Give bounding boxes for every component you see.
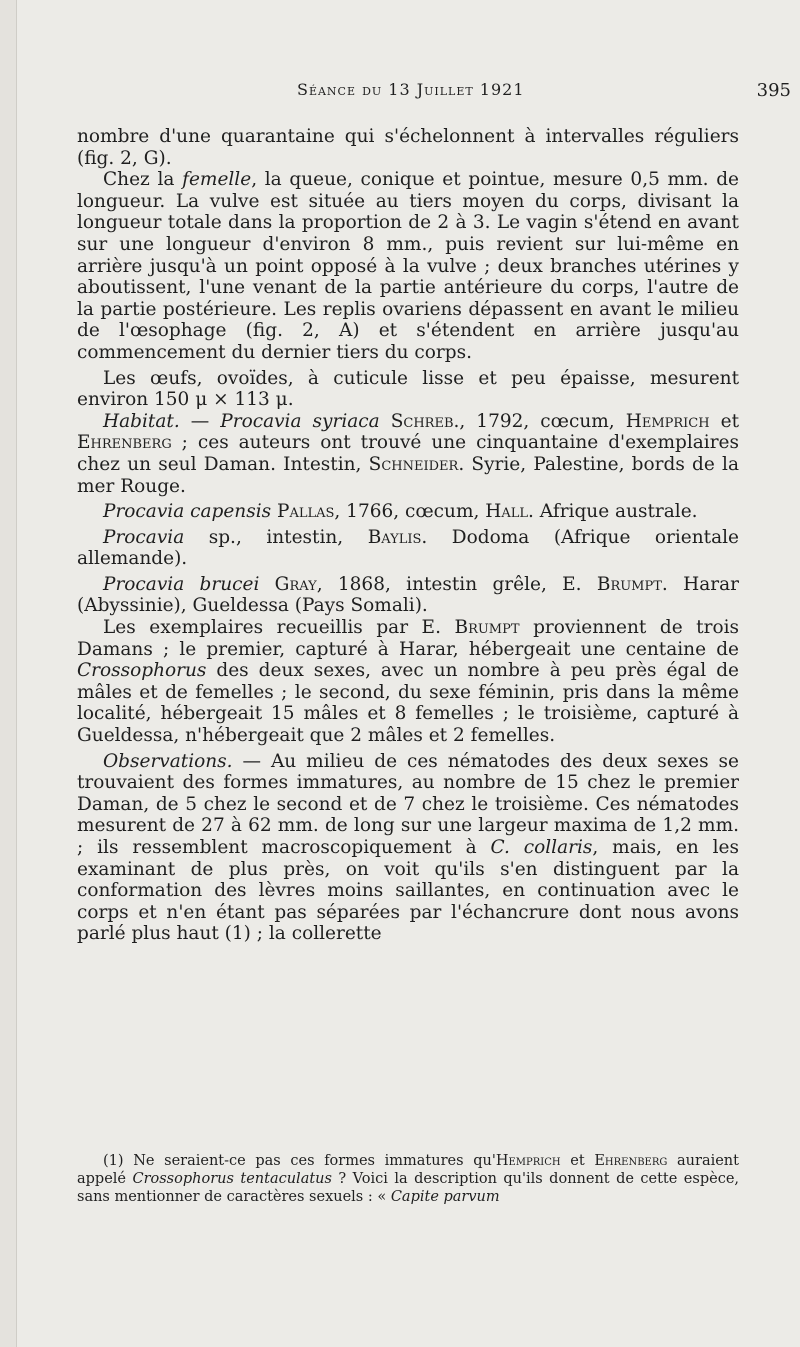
author-name: Brumpt — [454, 617, 520, 639]
paragraph-capensis: Procavia capensis Pallas, 1766, cœcum, Hall. Afrique australe. — [103, 501, 698, 523]
paragraph-procavia-sp: Procavia sp., intestin, Baylis. Dodoma (Afrique orientale allemande). — [77, 526, 739, 570]
author-name: Hemprich — [625, 410, 710, 432]
species-name: Procavia syriaca — [220, 410, 380, 432]
species-name: Procavia brucei — [103, 573, 260, 595]
running-head: Séance du 13 Juillet 1921 — [297, 80, 525, 99]
species-name: C. collaris — [490, 837, 593, 858]
body-text — [77, 126, 739, 945]
footnotes — [77, 1152, 739, 1206]
author-name: Pallas — [277, 501, 335, 523]
observations-label: Observations. — [103, 750, 233, 772]
footnote-1: (1) Ne seraient-ce pas ces formes immatures qu'Hemprich et Ehrenberg auraient appelé Crossophorus tentaculatus ? Voici la description qu'ils donnent de cette espèce, sans mentionner de caractères sexuels : « Capite parvum — [77, 1153, 740, 1205]
paragraph-brucei: Procavia brucei Gray, 1868, intestin grêle, E. Brumpt. Harar (Abyssinie), Gueldessa (Pays Somali). — [77, 573, 739, 617]
species-name: Procavia — [103, 526, 185, 548]
author-name: Schneider — [368, 453, 459, 475]
author-name: Hemprich — [495, 1153, 561, 1169]
paragraph-continuation: nombre d'une quarantaine qui s'échelonnent à intervalles réguliers (fig. 2, G). — [77, 126, 739, 169]
author-name: Brumpt — [596, 573, 662, 595]
latin-quote: Capite parvum — [390, 1189, 500, 1205]
author-name: Hall — [485, 501, 529, 523]
species-name: Procavia capensis — [103, 501, 272, 523]
paragraph-habitat: Habitat. — Procavia syriaca Schreb., 1792, cœcum, Hemprich et Ehrenberg ; ces auteurs ont trouvé une cinquantaine d'exemplaires chez un seul Daman. Intestin, Schneider. Syrie, Palestine, bords de la mer Rouge. — [77, 410, 740, 497]
paragraph-female: Chez la femelle, la queue, conique et pointue, mesure 0,5 mm. de longueur. La vulve est située au tiers moyen du corps, divisant la longueur totale dans la proportion de 2 à 3. Le vagin s'étend en avant sur une longueur d'environ 8 mm., puis revient sur lui-même en arrière jusqu'à un point opposé à la vulve ; deux branches utérines y aboutissent, l'une venant de la partie antérieure du corps, l'autre de la partie postérieure. Les replis ovariens dépassent en avant le milieu de l'œsophage (fig. 2, A) et s'étendent en arrière jusqu'au commencement du dernier tiers du corps. — [77, 169, 739, 363]
genus-name: Crossophorus — [77, 660, 207, 682]
paragraph-eggs: Les œufs, ovoïdes, à cuticule lisse et peu épaisse, mesurent environ 150 μ × 113 μ. — [77, 367, 739, 411]
paragraph-exemplaires: Les exemplaires recueillis par E. Brumpt proviennent de trois Damans ; le premier, capturé à Harar, hébergeait une centaine de Crossophorus des deux sexes, avec un nombre à peu près égal de mâles et de femelles ; le second, du sexe féminin, pris dans la même localité, hébergeait 15 mâles et 8 femelles ; le troisième, capturé à Gueldessa, n'hébergeait que 2 mâles et 2 femelles. — [77, 617, 739, 747]
habitat-label: Habitat. — [103, 410, 180, 432]
paragraph-observations: Observations. — Au milieu de ces nématodes des deux sexes se trouvaient des formes immatures, au nombre de 15 chez le premier Daman, de 5 chez le second et de 7 chez le troisième. Ces nématodes mesurent de 27 à 62 mm. de long sur une largeur maxima de 1,2 mm. ; ils ressemblent macroscopiquement à C. collaris, mais, en les examinant de plus près, on voit qu'ils s'en distinguent par la conformation des lèvres moins saillantes, en continuation avec le corps et n'en étant pas séparées par l'échancrure dont nous avons parlé plus haut (1) ; la collerette — [77, 750, 739, 945]
species-name: Crossophorus tentaculatus — [132, 1171, 332, 1187]
author-name: Baylis — [367, 526, 422, 548]
author-name: Gray — [274, 573, 317, 595]
author-name: Ehrenberg — [77, 432, 172, 454]
page-header — [17, 80, 800, 110]
author-name: Schreb. — [390, 410, 460, 432]
page-number: 395 — [756, 80, 791, 101]
book-page — [16, 0, 800, 1347]
author-name: Ehrenberg — [594, 1153, 668, 1169]
term-femelle: femelle — [182, 169, 252, 191]
